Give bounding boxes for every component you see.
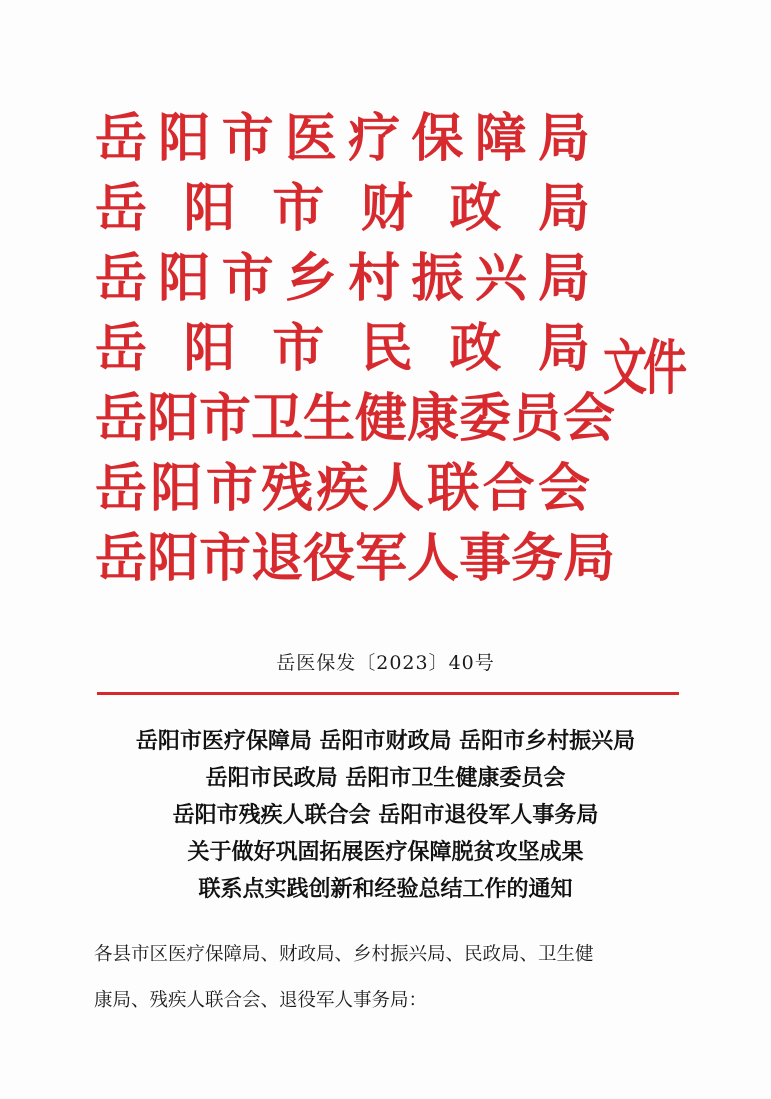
issuer-char: 阳: [147, 528, 200, 589]
issuer-char: 康: [407, 388, 460, 449]
issuer-char: 务: [511, 528, 564, 589]
issuer-char: 兴: [474, 248, 527, 309]
issuer-char: 岳: [95, 248, 148, 309]
issuer-char: 市: [199, 388, 252, 449]
issuer-char: 残: [261, 458, 314, 519]
issuer-char: 阳: [183, 178, 236, 239]
title-line: 岳阳市残疾人联合会 岳阳市退役军人事务局: [172, 802, 599, 828]
issuer-char: 市: [221, 108, 274, 169]
issuer-char: 疾: [316, 458, 369, 519]
issuer-char: 障: [474, 108, 527, 169]
title-line: 岳阳市民政局 岳阳市卫生健康委员会: [205, 765, 566, 791]
issuer-char: 村: [348, 248, 401, 309]
recipients-paragraph: [94, 932, 684, 1024]
issuer-char: 疗: [348, 108, 401, 169]
issuer-char: 军: [355, 528, 408, 589]
issuer-char: 合: [482, 458, 535, 519]
issuer-char: 振: [411, 248, 464, 309]
issuer-char: 阳: [158, 248, 211, 309]
issuer-char: 医: [284, 108, 337, 169]
recipients-line: 各县市区医疗保障局、财政局、乡村振兴局、民政局、卫生健: [94, 944, 594, 965]
issuer-char: 会: [563, 388, 616, 449]
issuer-char: 岳: [95, 318, 148, 379]
issuer-char: 市: [205, 458, 258, 519]
issuer-line: [95, 244, 590, 314]
issuer-line: [95, 454, 590, 524]
issuer-char: 阳: [158, 108, 211, 169]
issuer-char: 民: [360, 318, 413, 379]
issuer-char: 市: [221, 248, 274, 309]
issuer-char: 岳: [95, 528, 148, 589]
issuer-line: [95, 384, 616, 454]
issuer-line: [95, 174, 590, 244]
title-line: 岳阳市医疗保障局 岳阳市财政局 岳阳市乡村振兴局: [135, 728, 636, 754]
title-line: 关于做好巩固拓展医疗保障脱贫攻坚成果: [187, 839, 584, 865]
issuer-char: 乡: [284, 248, 337, 309]
red-divider-line: [97, 692, 679, 695]
issuer-char: 政: [449, 178, 502, 239]
issuer-char: 局: [537, 248, 590, 309]
issuer-char: 阳: [150, 458, 203, 519]
issuer-line: [95, 104, 590, 174]
issuer-char: 人: [407, 528, 460, 589]
issuer-char: 局: [537, 318, 590, 379]
issuer-char: 联: [427, 458, 480, 519]
issuer-char: 岳: [95, 388, 148, 449]
document-suffix: 文件: [603, 334, 683, 404]
issuer-char: 岳: [95, 458, 148, 519]
document-title: [60, 723, 711, 908]
recipients-line: 康局、残疾人联合会、退役军人事务局：: [94, 990, 428, 1011]
issuer-char: 局: [537, 108, 590, 169]
issuer-char: 健: [355, 388, 408, 449]
issuer-char: 岳: [95, 178, 148, 239]
issuer-list: [95, 104, 616, 594]
title-line: 联系点实践创新和经验总结工作的通知: [198, 876, 573, 902]
issuer-char: 岳: [95, 108, 148, 169]
issuer-char: 员: [511, 388, 564, 449]
issuer-char: 事: [459, 528, 512, 589]
issuer-char: 局: [537, 178, 590, 239]
issuer-char: 阳: [183, 318, 236, 379]
issuer-char: 保: [411, 108, 464, 169]
issuer-line: [95, 524, 616, 594]
issuer-char: 退: [251, 528, 304, 589]
issuer-line: [95, 314, 590, 384]
issuer-char: 役: [303, 528, 356, 589]
issuer-char: 人: [371, 458, 424, 519]
issuer-char: 会: [538, 458, 591, 519]
issuer-char: 市: [199, 528, 252, 589]
issuer-char: 政: [449, 318, 502, 379]
issuer-char: 局: [563, 528, 616, 589]
issuer-char: 卫: [251, 388, 304, 449]
issuer-char: 财: [360, 178, 413, 239]
issuer-char: 阳: [147, 388, 200, 449]
issuer-char: 市: [272, 178, 325, 239]
issuer-char: 生: [303, 388, 356, 449]
document-number: 岳医保发〔2023〕40号: [276, 652, 495, 674]
issuer-char: 市: [272, 318, 325, 379]
issuer-char: 委: [459, 388, 512, 449]
